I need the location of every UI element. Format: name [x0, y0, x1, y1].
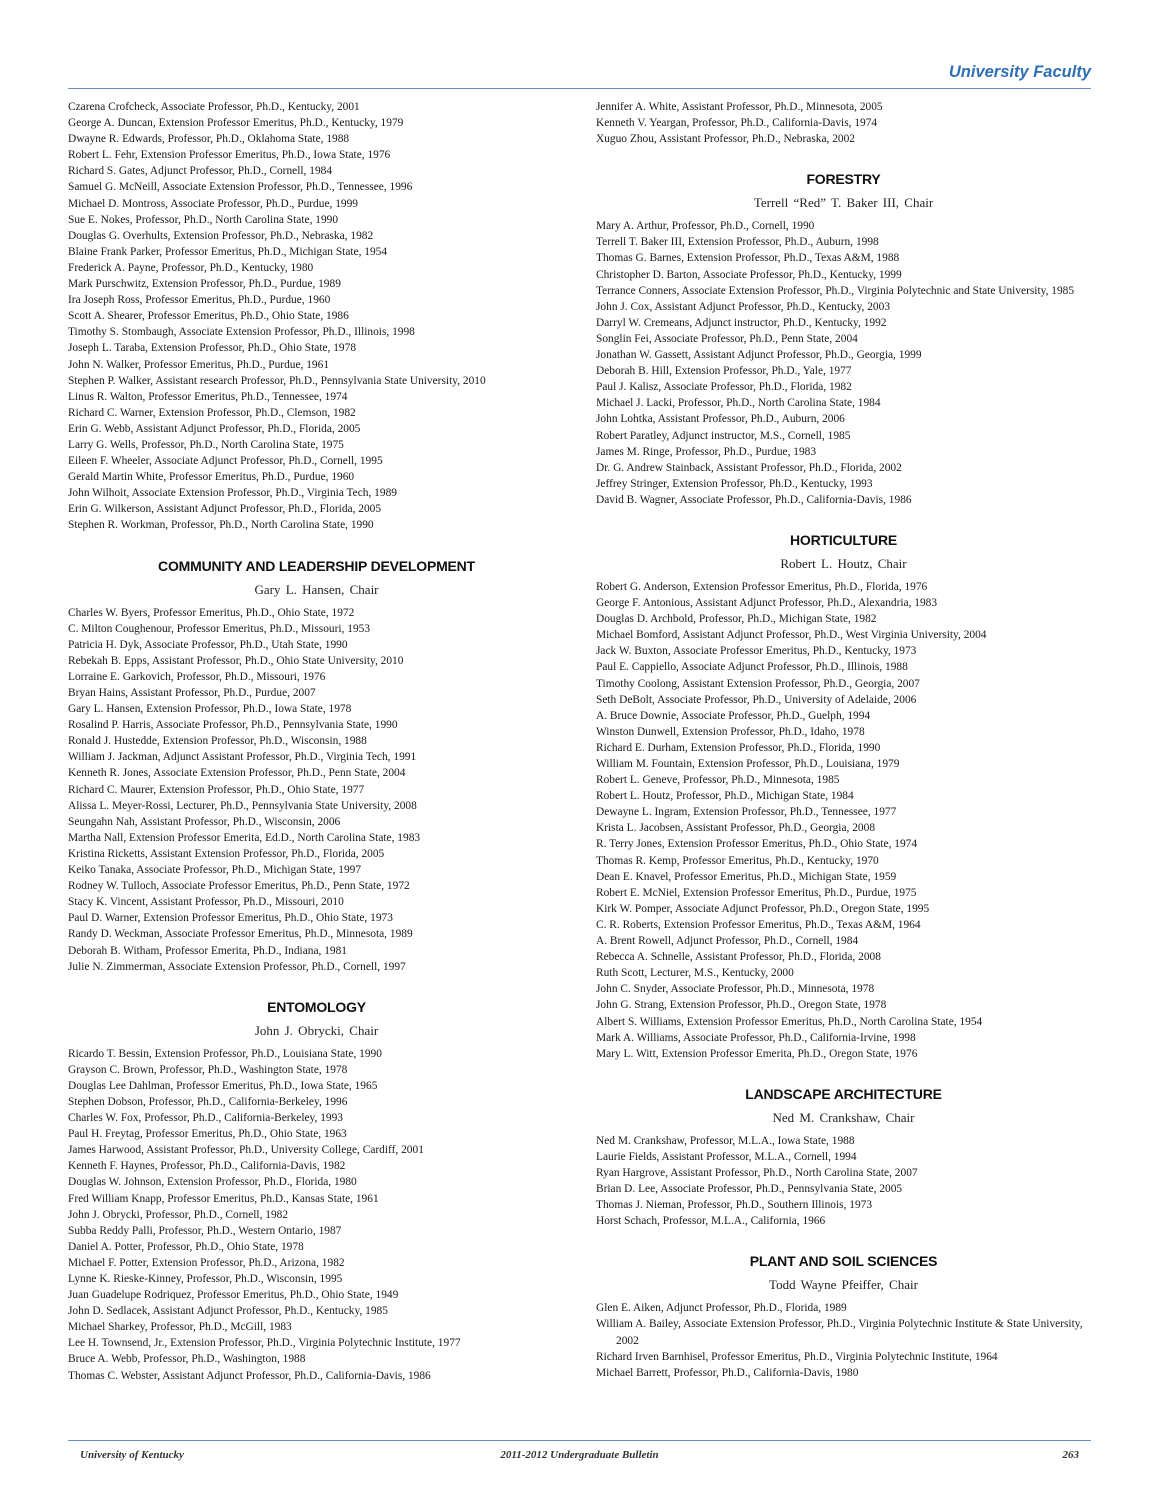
faculty-entry: Thomas R. Kemp, Professor Emeritus, Ph.D., Kentucky, 1970 [596, 854, 879, 867]
department-title: COMMUNITY AND LEADERSHIP DEVELOPMENT [158, 557, 475, 574]
faculty-entry: John J. Obrycki, Professor, Ph.D., Cornell, 1982 [68, 1208, 289, 1221]
department-title: FORESTRY [806, 171, 881, 188]
faculty-entry: James M. Ringe, Professor, Ph.D., Purdue, 1983 [596, 445, 817, 458]
faculty-entry: Grayson C. Brown, Professor, Ph.D., Washington State, 1978 [68, 1063, 348, 1076]
header-divider [68, 88, 1091, 89]
faculty-entry: Ira Joseph Ross, Professor Emeritus, Ph.D., Purdue, 1960 [68, 294, 331, 307]
faculty-entry: Lee H. Townsend, Jr., Extension Professor, Ph.D., Virginia Polytechnic Institute, 1977 [68, 1337, 461, 1350]
department-title: ENTOMOLOGY [267, 998, 366, 1015]
faculty-entry: Robert Paratley, Adjunct instructor, M.S., Cornell, 1985 [596, 429, 851, 442]
faculty-entry: William A. Bailey, Associate Extension Professor, Ph.D., Virginia Polytechnic Institute & State University, 2002 [596, 1318, 1083, 1347]
faculty-entry: Paul H. Freytag, Professor Emeritus, Ph.D., Ohio State, 1963 [68, 1128, 347, 1141]
faculty-entry: Kenneth F. Haynes, Professor, Ph.D., California-Davis, 1982 [68, 1160, 346, 1173]
faculty-entry: Seungahn Nah, Assistant Professor, Ph.D., Wisconsin, 2006 [68, 815, 341, 828]
faculty-entry: Robert G. Anderson, Extension Professor Emeritus, Ph.D., Florida, 1976 [596, 580, 928, 593]
faculty-entry: John D. Sedlacek, Assistant Adjunct Professor, Ph.D., Kentucky, 1985 [68, 1305, 388, 1318]
faculty-entry: Samuel G. McNeill, Associate Extension Professor, Ph.D., Tennessee, 1996 [68, 181, 413, 194]
faculty-list [596, 99, 1091, 147]
faculty-entry: Blaine Frank Parker, Professor Emeritus, Ph.D., Michigan State, 1954 [68, 245, 388, 258]
faculty-list [596, 218, 1091, 508]
faculty-entry: Thomas G. Barnes, Extension Professor, Ph.D., Texas A&M, 1988 [596, 252, 900, 265]
faculty-entry: Stephen R. Workman, Professor, Ph.D., North Carolina State, 1990 [68, 519, 374, 532]
faculty-entry: Timothy S. Stombaugh, Associate Extension Professor, Ph.D., Illinois, 1998 [68, 326, 415, 339]
faculty-entry: Douglas Lee Dahlman, Professor Emeritus, Ph.D., Iowa State, 1965 [68, 1079, 378, 1092]
faculty-entry: Terrance Conners, Associate Extension Professor, Ph.D., Virginia Polytechnic and State University, 1985 [596, 284, 1075, 297]
faculty-entry: William M. Fountain, Extension Professor, Ph.D., Louisiana, 1979 [596, 758, 900, 770]
faculty-entry: Jack W. Buxton, Associate Professor Emeritus, Ph.D., Kentucky, 1973 [596, 645, 917, 658]
faculty-entry: Christopher D. Barton, Associate Professor, Ph.D., Kentucky, 1999 [596, 268, 902, 281]
faculty-entry: Douglas W. Johnson, Extension Professor, Ph.D., Florida, 1980 [68, 1176, 357, 1189]
faculty-entry: Dewayne L. Ingram, Extension Professor, Ph.D., Tennessee, 1977 [596, 806, 897, 819]
faculty-entry: Dean E. Knavel, Professor Emeritus, Ph.D., Michigan State, 1959 [596, 870, 897, 883]
faculty-entry: Gerald Martin White, Professor Emeritus, Ph.D., Purdue, 1960 [68, 471, 355, 484]
faculty-entry: Fred William Knapp, Professor Emeritus, Ph.D., Kansas State, 1961 [68, 1192, 379, 1205]
faculty-entry: Mark Purschwitz, Extension Professor, Ph.D., Purdue, 1989 [68, 278, 341, 291]
department-title: PLANT AND SOIL SCIENCES [749, 1253, 938, 1270]
faculty-entry: Gary L. Hansen, Extension Professor, Ph.D., Iowa State, 1978 [68, 703, 352, 716]
department-chair: Todd Wayne Pfeiffer, Chair [769, 1277, 918, 1293]
faculty-entry: William J. Jackman, Adjunct Assistant Professor, Ph.D., Virginia Tech, 1991 [68, 751, 417, 764]
right-sections [596, 168, 1091, 1381]
faculty-entry: Richard C. Warner, Extension Professor, Ph.D., Clemson, 1982 [68, 406, 356, 419]
faculty-entry: Rodney W. Tulloch, Associate Professor Emeritus, Ph.D., Penn State, 1972 [68, 880, 410, 893]
faculty-entry: Ricardo T. Bessin, Extension Professor, Ph.D., Louisiana State, 1990 [68, 1047, 382, 1060]
faculty-list [596, 1133, 1091, 1230]
faculty-entry: Krista L. Jacobsen, Assistant Professor, Ph.D., Georgia, 2008 [596, 822, 876, 835]
faculty-entry: Robert L. Fehr, Extension Professor Emeritus, Ph.D., Iowa State, 1976 [68, 149, 391, 162]
faculty-entry: Larry G. Wells, Professor, Ph.D., North Carolina State, 1975 [68, 438, 344, 451]
department-chair: Terrell “Red” T. Baker III, Chair [753, 195, 934, 211]
page-footer [80, 1449, 1079, 1465]
faculty-entry: Kirk W. Pomper, Associate Adjunct Professor, Ph.D., Oregon State, 1995 [596, 902, 930, 915]
department-chair: Robert L. Houtz, Chair [780, 555, 907, 571]
faculty-entry: Juan Guadelupe Rodriquez, Professor Emeritus, Ph.D., Ohio State, 1949 [68, 1289, 399, 1302]
faculty-entry: Scott A. Shearer, Professor Emeritus, Ph.D., Ohio State, 1986 [68, 310, 349, 323]
faculty-entry: George A. Duncan, Extension Professor Emeritus, Ph.D., Kentucky, 1979 [68, 117, 404, 130]
faculty-entry: Mary L. Witt, Extension Professor Emerita, Ph.D., Oregon State, 1976 [596, 1047, 918, 1060]
faculty-entry: Randy D. Weckman, Associate Professor Emeritus, Ph.D., Minnesota, 1989 [68, 928, 413, 941]
faculty-entry: Michael Sharkey, Professor, Ph.D., McGill, 1983 [68, 1321, 292, 1334]
faculty-entry: Julie N. Zimmerman, Associate Extension Professor, Ph.D., Cornell, 1997 [68, 960, 406, 973]
faculty-entry: Michael F. Potter, Extension Professor, Ph.D., Arizona, 1982 [68, 1256, 345, 1269]
faculty-entry: Ronald J. Hustedde, Extension Professor, Ph.D., Wisconsin, 1988 [68, 735, 367, 748]
faculty-entry: Kenneth V. Yeargan, Professor, Ph.D., California-Davis, 1974 [596, 117, 878, 130]
faculty-list [596, 579, 1091, 1062]
faculty-entry: Ruth Scott, Lecturer, M.S., Kentucky, 2000 [596, 967, 794, 980]
faculty-entry: Terrell T. Baker III, Extension Professor, Ph.D., Auburn, 1998 [596, 236, 879, 249]
faculty-entry: A. Brent Rowell, Adjunct Professor, Ph.D., Cornell, 1984 [596, 935, 859, 948]
department-chair: John J. Obrycki, Chair [254, 1022, 379, 1038]
page-header-title: University Faculty [948, 63, 1091, 81]
footer-divider [68, 1440, 1091, 1441]
faculty-entry: Seth DeBolt, Associate Professor, Ph.D., University of Adelaide, 2006 [596, 693, 917, 706]
page-number: 263 [1062, 1449, 1079, 1461]
faculty-entry: Robert L. Geneve, Professor, Ph.D., Minnesota, 1985 [596, 774, 840, 787]
faculty-entry: Frederick A. Payne, Professor, Ph.D., Kentucky, 1980 [68, 261, 314, 274]
faculty-entry: Thomas J. Nieman, Professor, Ph.D., Southern Illinois, 1973 [596, 1199, 873, 1212]
faculty-entry: Eileen F. Wheeler, Associate Adjunct Professor, Ph.D., Cornell, 1995 [68, 455, 383, 468]
faculty-entry: Songlin Fei, Associate Professor, Ph.D., Penn State, 2004 [596, 332, 858, 345]
faculty-entry: Horst Schach, Professor, M.L.A., California, 1966 [596, 1215, 826, 1228]
faculty-entry: Jennifer A. White, Assistant Professor, Ph.D., Minnesota, 2005 [596, 101, 883, 113]
faculty-entry: Rebekah B. Epps, Assistant Professor, Ph.D., Ohio State University, 2010 [68, 654, 404, 667]
faculty-entry: Patricia H. Dyk, Associate Professor, Ph.D., Utah State, 1990 [68, 638, 348, 651]
faculty-entry: Robert E. McNiel, Extension Professor Emeritus, Ph.D., Purdue, 1975 [596, 886, 917, 899]
faculty-entry: A. Bruce Downie, Associate Professor, Ph.D., Guelph, 1994 [596, 709, 871, 722]
faculty-entry: John Lohtka, Assistant Professor, Ph.D., Auburn, 2006 [596, 413, 845, 426]
faculty-entry: Jonathan W. Gassett, Assistant Adjunct Professor, Ph.D., Georgia, 1999 [596, 349, 922, 362]
faculty-entry: Subba Reddy Palli, Professor, Ph.D., Western Ontario, 1987 [68, 1224, 342, 1237]
faculty-entry: Rebecca A. Schnelle, Assistant Professor, Ph.D., Florida, 2008 [596, 951, 881, 964]
faculty-entry: George F. Antonious, Assistant Adjunct Professor, Ph.D., Alexandria, 1983 [596, 597, 938, 610]
faculty-entry: Lorraine E. Garkovich, Professor, Ph.D., Missouri, 1976 [68, 670, 326, 683]
faculty-entry: R. Terry Jones, Extension Professor Emeritus, Ph.D., Ohio State, 1974 [596, 838, 918, 851]
faculty-entry: Paul E. Cappiello, Associate Adjunct Professor, Ph.D., Illinois, 1988 [596, 661, 908, 674]
faculty-entry: Czarena Crofcheck, Associate Professor, Ph.D., Kentucky, 2001 [68, 101, 360, 113]
faculty-entry: Alissa L. Meyer-Rossi, Lecturer, Ph.D., Pennsylvania State University, 2008 [68, 799, 417, 812]
faculty-entry: Joseph L. Taraba, Extension Professor, Ph.D., Ohio State, 1978 [68, 342, 357, 355]
department-title: LANDSCAPE ARCHITECTURE [745, 1085, 942, 1102]
faculty-entry: Sue E. Nokes, Professor, Ph.D., North Carolina State, 1990 [68, 213, 339, 226]
faculty-entry: Erin G. Webb, Assistant Adjunct Professor, Ph.D., Florida, 2005 [68, 422, 361, 435]
faculty-entry: Dr. G. Andrew Stainback, Assistant Professor, Ph.D., Florida, 2002 [596, 461, 902, 474]
faculty-entry: Winston Dunwell, Extension Professor, Ph.D., Idaho, 1978 [596, 725, 865, 738]
faculty-entry: Bruce A. Webb, Professor, Ph.D., Washington, 1988 [68, 1353, 306, 1366]
left-sections [68, 555, 565, 1384]
department-chair: Ned M. Crankshaw, Chair [772, 1109, 915, 1125]
faculty-entry: John J. Cox, Assistant Adjunct Professor, Ph.D., Kentucky, 2003 [596, 300, 891, 313]
faculty-entry: Deborah B. Witham, Professor Emerita, Ph.D., Indiana, 1981 [68, 944, 347, 957]
faculty-entry: Charles W. Fox, Professor, Ph.D., California-Berkeley, 1993 [68, 1112, 343, 1125]
faculty-entry: Mark A. Williams, Associate Professor, Ph.D., California-Irvine, 1998 [596, 1031, 916, 1044]
department-section [596, 168, 1091, 508]
footer-institution: University of Kentucky [80, 1449, 184, 1461]
department-section [596, 529, 1091, 1062]
department-section [596, 1083, 1091, 1230]
faculty-entry: Stacy K. Vincent, Assistant Professor, Ph.D., Missouri, 2010 [68, 896, 344, 909]
faculty-entry: Lynne K. Rieske-Kinney, Professor, Ph.D., Wisconsin, 1995 [68, 1273, 343, 1285]
faculty-entry: Michael Barrett, Professor, Ph.D., California-Davis, 1980 [596, 1366, 859, 1379]
right-column [596, 99, 1091, 1381]
department-section [68, 555, 565, 975]
faculty-entry: Darryl W. Cremeans, Adjunct instructor, Ph.D., Kentucky, 1992 [596, 316, 887, 329]
faculty-entry: Thomas C. Webster, Assistant Adjunct Professor, Ph.D., California-Davis, 1986 [68, 1369, 431, 1382]
footer-bulletin-title: 2011-2012 Undergraduate Bulletin [500, 1449, 659, 1461]
left-column [68, 99, 565, 1384]
department-section [68, 996, 565, 1384]
faculty-entry: Albert S. Williams, Extension Professor Emeritus, Ph.D., North Carolina State, 1954 [596, 1015, 983, 1028]
faculty-entry: Robert L. Houtz, Professor, Ph.D., Michigan State, 1984 [596, 790, 854, 803]
faculty-entry: Mary A. Arthur, Professor, Ph.D., Cornell, 1990 [596, 220, 815, 233]
faculty-entry: Paul J. Kalisz, Associate Professor, Ph.D., Florida, 1982 [596, 381, 852, 394]
faculty-entry: Xuguo Zhou, Assistant Professor, Ph.D., Nebraska, 2002 [596, 133, 855, 146]
faculty-entry: Douglas D. Archbold, Professor, Ph.D., Michigan State, 1982 [596, 613, 877, 626]
faculty-entry: Linus R. Walton, Professor Emeritus, Ph.D., Tennessee, 1974 [68, 390, 348, 403]
faculty-list [68, 99, 565, 534]
faculty-entry: Kenneth R. Jones, Associate Extension Professor, Ph.D., Penn State, 2004 [68, 767, 406, 780]
faculty-entry: Ned M. Crankshaw, Professor, M.L.A., Iowa State, 1988 [596, 1134, 855, 1147]
faculty-entry: Stephen P. Walker, Assistant research Professor, Ph.D., Pennsylvania State University, 2010 [68, 374, 486, 387]
faculty-list [68, 605, 565, 975]
faculty-entry: Erin G. Wilkerson, Assistant Adjunct Professor, Ph.D., Florida, 2005 [68, 503, 382, 516]
faculty-entry: John C. Snyder, Associate Professor, Ph.D., Minnesota, 1978 [596, 983, 875, 996]
faculty-entry: Richard Irven Barnhisel, Professor Emeritus, Ph.D., Virginia Polytechnic Institute, 1964 [596, 1350, 998, 1363]
faculty-entry: Michael J. Lacki, Professor, Ph.D., North Carolina State, 1984 [596, 397, 881, 410]
faculty-entry: John G. Strang, Extension Professor, Ph.D., Oregon State, 1978 [596, 999, 887, 1012]
faculty-entry: C. Milton Coughenour, Professor Emeritus, Ph.D., Missouri, 1953 [68, 622, 371, 635]
faculty-entry: James Harwood, Assistant Professor, Ph.D., University College, Cardiff, 2001 [68, 1144, 424, 1157]
faculty-entry: Glen E. Aiken, Adjunct Professor, Ph.D., Florida, 1989 [596, 1302, 847, 1315]
faculty-entry: Brian D. Lee, Associate Professor, Ph.D., Pennsylvania State, 2005 [596, 1183, 903, 1196]
faculty-entry: John Wilhoit, Associate Extension Professor, Ph.D., Virginia Tech, 1989 [68, 487, 397, 500]
faculty-entry: Laurie Fields, Assistant Professor, M.L.A., Cornell, 1994 [596, 1150, 857, 1163]
faculty-entry: Martha Nall, Extension Professor Emerita, Ed.D., North Carolina State, 1983 [68, 831, 421, 844]
faculty-entry: Keiko Tanaka, Associate Professor, Ph.D., Michigan State, 1997 [68, 864, 362, 877]
faculty-entry: Michael D. Montross, Associate Professor, Ph.D., Purdue, 1999 [68, 197, 358, 210]
faculty-entry: Kristina Ricketts, Assistant Extension Professor, Ph.D., Florida, 2005 [68, 847, 385, 860]
faculty-entry: Richard S. Gates, Adjunct Professor, Ph.D., Cornell, 1984 [68, 165, 333, 178]
faculty-entry: Stephen Dobson, Professor, Ph.D., California-Berkeley, 1996 [68, 1095, 348, 1108]
department-chair: Gary L. Hansen, Chair [254, 581, 379, 597]
faculty-entry: David B. Wagner, Associate Professor, Ph.D., California-Davis, 1986 [596, 493, 912, 506]
department-section [596, 1250, 1091, 1380]
faculty-entry: Ryan Hargrove, Assistant Professor, Ph.D., North Carolina State, 2007 [596, 1166, 918, 1179]
faculty-entry: Rosalind P. Harris, Associate Professor, Ph.D., Pennsylvania State, 1990 [68, 719, 398, 732]
department-title: HORTICULTURE [790, 531, 897, 548]
faculty-list [596, 1300, 1091, 1380]
faculty-entry: Richard C. Maurer, Extension Professor, Ph.D., Ohio State, 1977 [68, 783, 365, 796]
faculty-list [68, 1046, 565, 1384]
faculty-entry: Deborah B. Hill, Extension Professor, Ph.D., Yale, 1977 [596, 365, 852, 378]
faculty-entry: Charles W. Byers, Professor Emeritus, Ph.D., Ohio State, 1972 [68, 606, 355, 619]
faculty-entry: Dwayne R. Edwards, Professor, Ph.D., Oklahoma State, 1988 [68, 133, 350, 146]
faculty-entry: Paul D. Warner, Extension Professor Emeritus, Ph.D., Ohio State, 1973 [68, 912, 393, 925]
faculty-entry: Jeffrey Stringer, Extension Professor, Ph.D., Kentucky, 1993 [596, 477, 873, 490]
faculty-entry: John N. Walker, Professor Emeritus, Ph.D., Purdue, 1961 [68, 358, 330, 371]
faculty-entry: Richard E. Durham, Extension Professor, Ph.D., Florida, 1990 [596, 741, 881, 754]
faculty-entry: Michael Bomford, Assistant Adjunct Professor, Ph.D., West Virginia University, 2004 [596, 629, 987, 642]
faculty-entry: Douglas G. Overhults, Extension Professor, Ph.D., Nebraska, 1982 [68, 229, 374, 242]
faculty-entry: Timothy Coolong, Assistant Extension Professor, Ph.D., Georgia, 2007 [596, 677, 920, 690]
faculty-entry: Bryan Hains, Assistant Professor, Ph.D., Purdue, 2007 [68, 687, 316, 699]
faculty-entry: C. R. Roberts, Extension Professor Emeritus, Ph.D., Texas A&M, 1964 [596, 918, 921, 931]
faculty-entry: Daniel A. Potter, Professor, Ph.D., Ohio State, 1978 [68, 1240, 304, 1253]
